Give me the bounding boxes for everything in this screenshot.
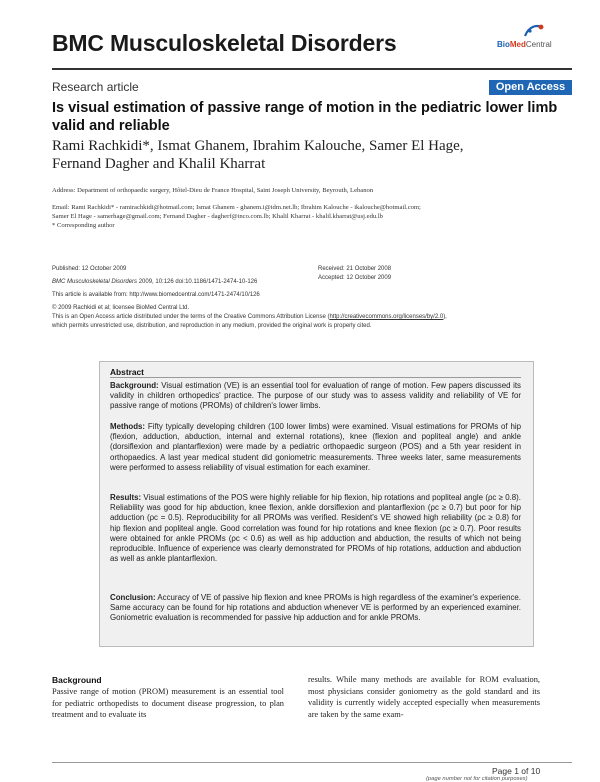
publisher-med: Med: [509, 40, 526, 49]
copyright-notice: © 2009 Rachkidi et al; licensee BioMed Central Ltd.: [52, 305, 190, 311]
article-url: This article is available from: http://www.biomedcentral.com/1471-2474/10/126: [52, 292, 260, 298]
header-divider: [52, 68, 572, 70]
accepted-date: Accepted: 12 October 2009: [318, 275, 392, 281]
citation: [52, 278, 257, 287]
page-number-note: (page number not for citation purposes): [426, 776, 528, 782]
license-suffix: ),: [443, 314, 447, 320]
abstract-background: [110, 381, 521, 412]
abstract-conclusion-text: Accuracy of VE of passive hip flexion and knee PROMs is high regardless of the examiner's experience. Same accuracy can be found for hip rotations and abduction whenever VE is performed by an experienced examiner. Goniometric evaluation is recommended for passive hip adduction and for ankle PROMs.: [110, 593, 521, 623]
section-heading-background: Background: [52, 675, 102, 685]
abstract-conclusion-label: Conclusion:: [110, 593, 156, 602]
published-date: Published: 12 October 2009: [52, 266, 127, 272]
emails-line-2: Samer El Hage - samerhage@gmail.com; Fernand Dagher - dagherf@inco.com.lb; Khalil Kharrat - khalil.kharrat@usj.edu.lb: [52, 213, 383, 220]
emails-line-1: Email: Rami Rachkidi* - ramirachkidi@hotmail.com; Ismat Ghanem - ghanem.i@idm.net.lb; Ibrahim Kalouche - ikalouche@hotmail.com;: [52, 204, 421, 211]
license-link[interactable]: http://creativecommons.org/licenses/by/2.0: [329, 314, 444, 320]
author-list: [52, 137, 552, 173]
citation-journal: BMC Musculoskeletal Disorders: [52, 279, 138, 285]
license-line-1: [52, 313, 552, 322]
license-line-2: which permits unrestricted use, distribution, and reproduction in any medium, provided the original work is properly cited.: [52, 323, 372, 329]
abstract-methods: [110, 422, 521, 473]
license-prefix: This is an Open Access article distributed under the terms of the Creative Commons Attribution License (: [52, 314, 330, 320]
biomed-central-logo-icon: [521, 22, 547, 40]
abstract-background-text: Visual estimation (VE) is an essential tool for evaluation of range of motion. Few papers discussed its validity in children orthopedics' practice. The purpose of our study was to assess validity and reliability of VE for passive range of motions (PROMs) of children's lower limbs.: [110, 381, 521, 411]
abstract-divider: [110, 377, 521, 378]
publisher-central: Central: [525, 40, 552, 49]
authors-line-1: Rami Rachkidi*, Ismat Ghanem, Ibrahim Kalouche, Samer El Hage,: [52, 138, 464, 154]
abstract-heading: Abstract: [110, 367, 144, 377]
abstract-results: [110, 493, 521, 564]
abstract-results-text: Visual estimations of the POS were highly reliable for hip flexion, hip rotations and popliteal angle (ρc ≥ 0.8). Reliability was good for hip abduction, knee flexion, ankle dorsiflexion and plantarflexion (ρc ≥ 0.7) but poor for hip adduction (ρc = 0.5). Reproducibility for all PROMs was verified. Resident's VE showed high reliability (ρc ≥ 0.8) for hip flexion and popliteal angle. Good correlation was found for hip rotations and knee flexion (ρc ≥ 0.7). Poor results were obtained for ankle PROMs (ρc < 0.6) as well as hip adduction and abduction, the results of which not being reproducible. Influence of experience was clearly demonstrated for PROMs of hip rotations, adduction and abduction as well as ankle plantarflexion.: [110, 493, 521, 564]
affiliation-address: Address: Department of orthopaedic surgery, Hôtel-Dieu de France Hospital, Saint Joseph University, Beyrouth, Lebanon: [52, 187, 374, 194]
article-title: Is visual estimation of passive range of motion in the pediatric lower limb valid and reliable: [52, 100, 558, 134]
citation-details: 2009, 10:126 doi:10.1186/1471-2474-10-126: [137, 279, 258, 285]
abstract-results-label: Results:: [110, 493, 142, 502]
body-column-left: Passive range of motion (PROM) measurement is an essential tool for pediatric orthopedists to document disease progression, to plan treatment and to evaluate its: [52, 687, 284, 720]
abstract-background-label: Background:: [110, 381, 159, 390]
abstract-methods-text: Fifty typically developing children (100 lower limbs) were examined. Visual estimations for PROMs of hip (flexion, adduction, abduction, internal and external rotations), knee (flexion and popliteal angle) and ankle (dorsiflexion and plantarflexion) were made by a pediatric orthopaedic surgeon (POS) and a 5th year resident in orthopaedics. A last year medical student did goniometric measurements. Three weeks later, same measurements were performed to assess reliability of visual estimation for each examiner.: [110, 422, 521, 472]
publisher-name: [497, 40, 552, 49]
abstract-conclusion: [110, 593, 521, 624]
received-date: Received: 21 October 2008: [318, 266, 392, 272]
open-access-badge: Open Access: [489, 80, 572, 95]
article-type: Research article: [52, 80, 139, 94]
author-emails: [52, 203, 572, 221]
abstract-methods-label: Methods:: [110, 422, 146, 431]
journal-title: BMC Musculoskeletal Disorders: [52, 30, 397, 56]
publisher-logo: [497, 22, 567, 52]
authors-line-2: Fernand Dagher and Khalil Kharrat: [52, 156, 266, 172]
publisher-bio: Bio: [497, 40, 510, 49]
page-number: Page 1 of 10: [492, 766, 541, 776]
license-notice: [52, 313, 552, 331]
footer-divider: [52, 762, 572, 763]
body-column-right: results. While many methods are available for ROM evaluation, most physicians consider goniometry as the gold standard and its validity is currently widely accepted especially when measurements are taken by the same exam-: [308, 675, 540, 719]
corresponding-author-note: * Corresponding author: [52, 222, 115, 229]
